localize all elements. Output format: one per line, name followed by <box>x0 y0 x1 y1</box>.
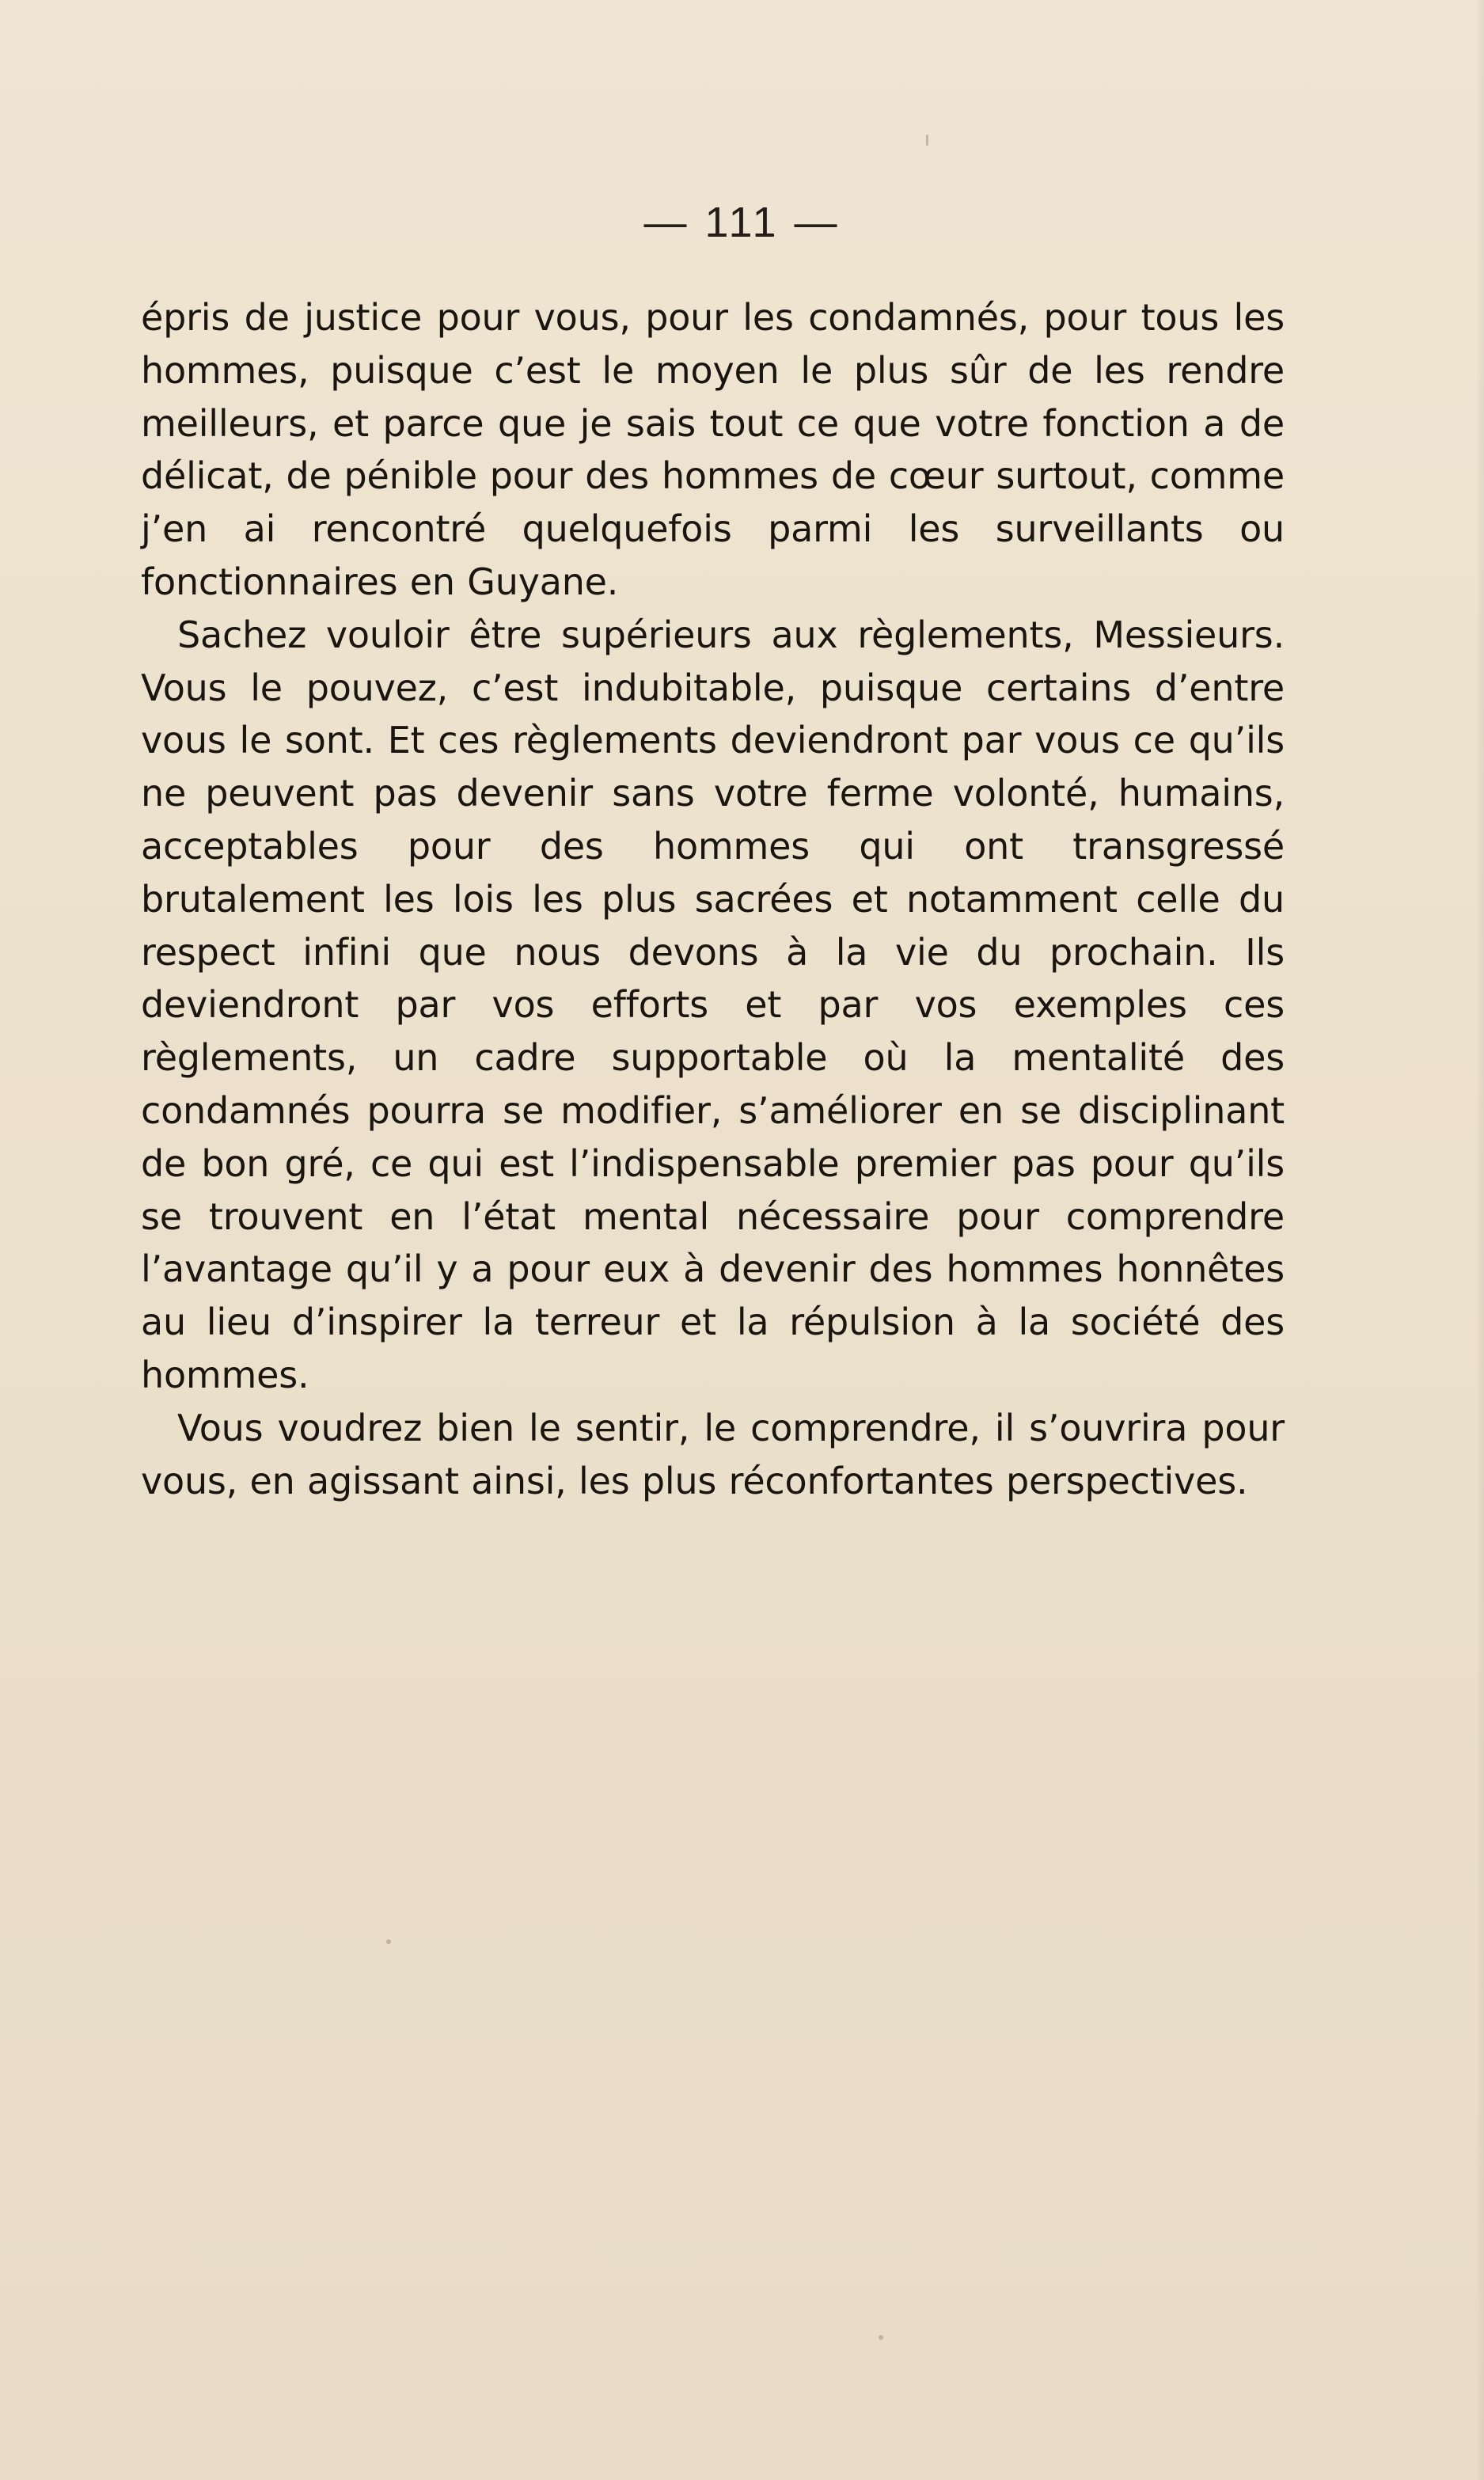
paper-speck <box>879 2335 883 2340</box>
paragraph-1: épris de justice pour vous, pour les condamnés, pour tous les hommes, puisque c’est le moyen le plus sûr de les rendre meilleurs, et parce que je sais tout ce que votre fonction a de délicat, de pénible pour des hommes de cœur surtout, comme j’en ai rencontré quelquefois parmi les surveillants ou fonctionnaires en Guyane. <box>141 296 1285 603</box>
paper-mark <box>926 135 928 146</box>
body-text <box>141 291 1285 1507</box>
paragraph-3: Vous voudrez bien le sentir, le comprendre, il s’ouvrira pour vous, en agissant ainsi, les plus réconfortantes perspectives. <box>141 1406 1285 1502</box>
paper-speck <box>386 1939 391 1944</box>
page-edge-shadow <box>1476 0 1484 2480</box>
page-number: — 111 — <box>643 199 841 246</box>
paragraph-2: Sachez vouloir être supérieurs aux règlements, Messieurs. Vous le pouvez, c’est indubitable, puisque certains d’entre vous le sont. Et ces règlements deviendront par vous ce qu’ils ne peuvent pas devenir sans votre ferme volonté, humains, acceptables pour des hommes qui ont transgressé brutalement les lois les plus sacrées et notamment celle du respect infini que nous devons à la vie du prochain. Ils deviendront par vos efforts et par vos exemples ces règlements, un cadre supportable où la mentalité des condamnés pourra se modifier, s’améliorer en se disciplinant de bon gré, ce qui est l’indispensable premier pas pour qu’ils se trouvent en l’état mental nécessaire pour comprendre l’avantage qu’il y a pour eux à devenir des hommes honnêtes au lieu d’inspirer la terreur et la répulsion à la société des hommes. <box>141 613 1285 1396</box>
